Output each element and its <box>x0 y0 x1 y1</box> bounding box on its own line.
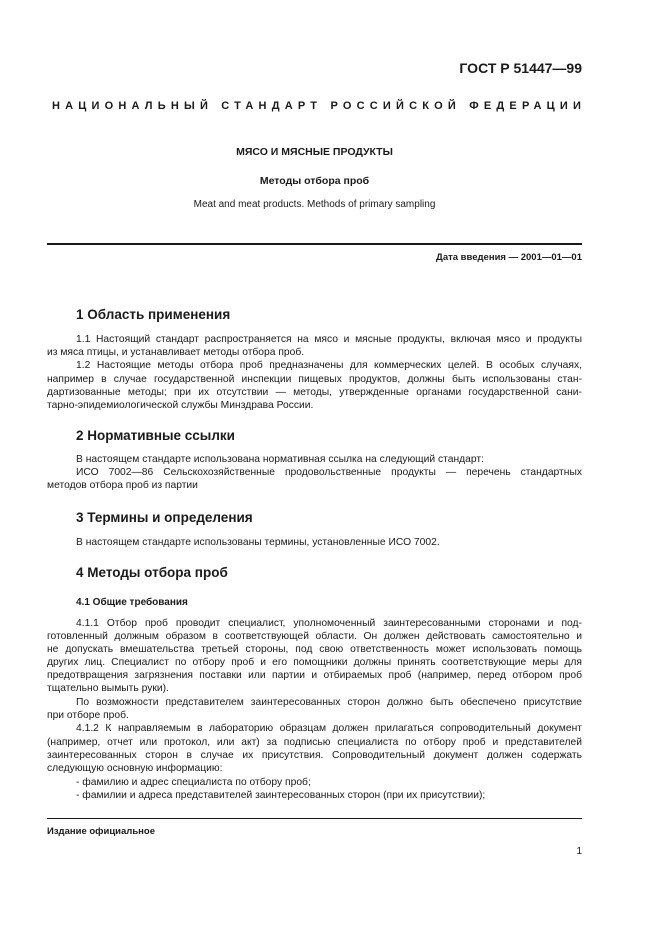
official-edition-label: Издание официальное <box>47 826 155 837</box>
section-1-title: 1 Область применения <box>76 307 231 322</box>
paragraph-line: дартизованные методы; при их отсутствии — методы, утвержденные органами государственной сани- <box>47 387 582 398</box>
paragraph-line: 4.1.2 К направляемым в лабораторию образцам должен прилагаться сопроводительный документ <box>76 723 582 734</box>
national-standard-heading: НАЦИОНАЛЬНЫЙ СТАНДАРТ РОССИЙСКОЙ ФЕДЕРАЦИИ <box>52 100 587 112</box>
footer-divider <box>47 818 582 819</box>
paragraph-line: готовленный должным образом в соответствующей области. Он должен действовать самостоятельно и <box>47 631 582 642</box>
gost-code: ГОСТ Р 51447—99 <box>459 60 582 76</box>
title-divider <box>47 243 582 245</box>
paragraph-line: методов отбора проб из партии <box>47 480 198 491</box>
section-4-title: 4 Методы отбора проб <box>76 565 228 580</box>
paragraph-line: предотвращения загрязнения поставки или партии и отбираемых проб (например, перед отбором проб <box>47 670 582 681</box>
paragraph-line: следующую основную информацию: <box>47 763 223 774</box>
paragraph-line: В настоящем стандарте использована нормативная ссылка на следующий стандарт: <box>76 454 484 465</box>
paragraph-line: По возможности представителем заинтересованных сторон должно быть обеспечено присутствие <box>76 697 582 708</box>
paragraph-line: тщательно вымыть руки). <box>47 683 169 694</box>
list-item: - фамилию и адрес специалиста по отбору проб; <box>76 777 311 788</box>
page-number: 1 <box>576 846 582 857</box>
paragraph-line: 1.2 Настоящие методы отбора проб предназначены для коммерческих целей. В особых случаях, <box>76 360 582 371</box>
introduction-date: Дата введения — 2001—01—01 <box>436 252 582 263</box>
list-item: - фамилии и адреса представителей заинтересованных сторон (при их присутствии); <box>76 790 486 801</box>
document-subtitle: Методы отбора проб <box>259 175 370 187</box>
paragraph-line: заинтересованных сторон в случае их присутствия. Сопроводительный документ должен содержать <box>47 750 582 761</box>
paragraph-line: из мяса птицы, и устанавливает методы отбора проб. <box>47 347 305 358</box>
paragraph-line: других лиц. Специалист по отбору проб и его помощники должны принять соответствующие меры для <box>47 657 582 668</box>
english-title: Meat and meat products. Methods of primary sampling <box>193 199 436 210</box>
paragraph-line: тарно-эпидемиологической службы Минздрава России. <box>47 400 314 411</box>
paragraph-line: 4.1.1 Отбор проб проводит специалист, уполномоченный заинтересованными сторонами и под- <box>76 618 582 629</box>
paragraph-line: при отборе проб. <box>47 710 129 721</box>
paragraph-line: например в случае государственной инспекции пищевых продуктов, должны быть использованы стан- <box>47 374 582 385</box>
subsection-4-1-title: 4.1 Общие требования <box>76 597 188 608</box>
section-3-title: 3 Термины и определения <box>76 510 253 525</box>
paragraph-line: 1.1 Настоящий стандарт распространяется на мясо и мясные продукты, включая мясо и продукты <box>76 334 582 345</box>
section-2-title: 2 Нормативные ссылки <box>76 428 235 443</box>
document-title: МЯСО И МЯСНЫЕ ПРОДУКТЫ <box>236 146 393 158</box>
paragraph-line: В настоящем стандарте использованы термины, установленные ИСО 7002. <box>76 537 440 548</box>
paragraph-line: ИСО 7002—86 Сельскохозяйственные продовольственные продукты — перечень стандартных <box>76 467 582 478</box>
paragraph-line: (например, отчет или протокол, или акт) за подписью специалиста по отбору проб и представителей <box>47 737 582 748</box>
paragraph-line: не допускать вмешательства третьей стороны, под свою ответственность может использовать помощь <box>47 644 582 655</box>
